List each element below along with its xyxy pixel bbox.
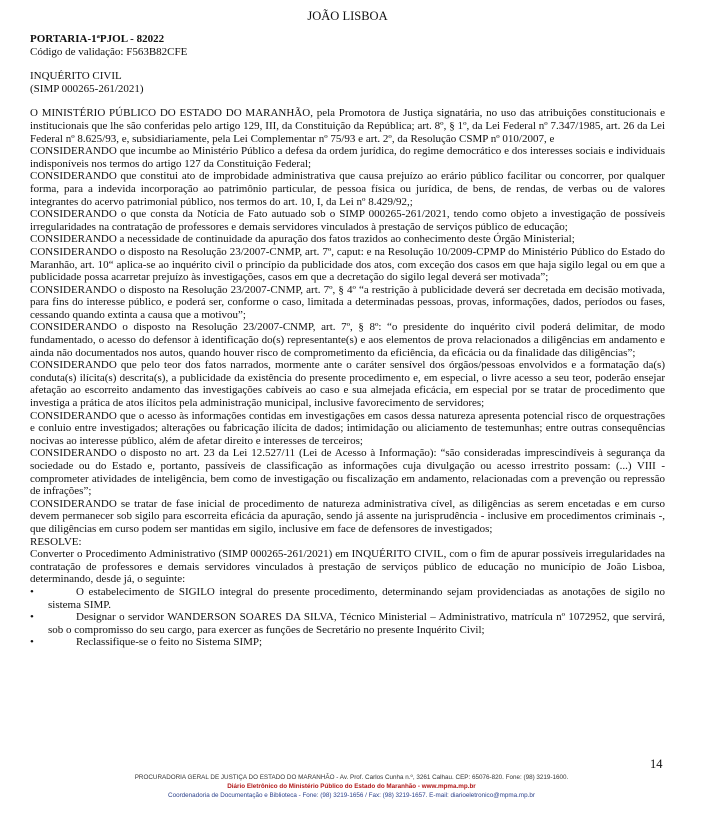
considerando-paragraph: CONSIDERANDO que incumbe ao Ministério Público a defesa da ordem jurídica, do regime democrático e dos interesses sociais e individuais indisponíveis nos termos do artigo 127 da Constituição Federal; <box>30 145 665 170</box>
list-item <box>30 586 665 611</box>
footer-address: PROCURADORIA GERAL DE JUSTIÇA DO ESTADO DO MARANHÃO - Av. Prof. Carlos Cunha n.º, 3261 Calhau. CEP: 65076-820. Fone: (98) 3219-1600. <box>134 774 569 781</box>
list-item <box>30 636 665 649</box>
bullet-marker: • <box>30 585 34 598</box>
considerando-paragraph: CONSIDERANDO o disposto no art. 23 da Lei 12.527/11 (Lei de Acesso à Informação): “são consideradas imprescindíveis à segurança da sociedade ou do Estado e, portanto, passíveis de classificação as informações cuja divulgação ou acesso irrestrito possam: (...) VIII - comprometer atividades de inteligência, bem como de investigação ou fiscalização em andamento, relacionadas com a prevenção ou repressão de infrações”; <box>30 447 665 498</box>
validation-code: Código de validação: F563B82CFE <box>30 45 188 58</box>
considerando-paragraph: CONSIDERANDO a necessidade de continuidade da apuração dos fatos trazidos ao conhecimento deste Órgão Ministerial; <box>30 233 575 246</box>
resolve-heading: RESOLVE: <box>30 535 82 548</box>
document-page <box>30 0 665 649</box>
bullet-marker: • <box>30 611 34 624</box>
list-item-text: Designar o servidor WANDERSON SOARES DA SILVA, Técnico Ministerial – Administrativo, matrícula nº 1072952, que servirá, sob o compromisso do seu cargo, para exercer as funções de Secretário no presente Inquérito Civil; <box>48 611 665 636</box>
list-item <box>30 611 665 636</box>
bullet-marker: • <box>30 636 34 649</box>
footer-contact: Coordenadoria de Documentação e Biblioteca - Fone: (98) 3219-1656 / Fax: (98) 3219-1657. E-mail: diarioeletronico@mpma.mp.br <box>168 791 535 799</box>
considerando-paragraph: CONSIDERANDO o disposto na Resolução 23/2007-CNMP, art. 7º, caput: e na Resolução 10/2009-CPMP do Ministério Público do Estado do Maranhão, art. 10“ aplica-se ao inquérito civil o princípio da publicidade dos atos, com exceção dos casos em que haja sigilo legal ou em que a publicidade possa acarretar prejuízo às investigações, casos em que a decretação do sigilo legal deverá ser motivada”; <box>30 245 665 284</box>
considerando-paragraph: CONSIDERANDO que pelo teor dos fatos narrados, mormente ante o caráter sensível dos órgãos/pessoas envolvidos e a formatação da(s) conduta(s) ilícita(s) descrita(s), a publicidade da existência do presente procedimento e, em especial, o livre acesso a seu teor, poderão ensejar afetação ao escorreito andamento das investigações cabíveis ao caso e sua almejada eficácia, em especial por se tratar de procedimento que investiga a prática de atos ilícitos pela administração municipal, inclusive favorecimento de servidores; <box>30 359 665 410</box>
resolution-paragraph: Converter o Procedimento Administrativo (SIMP 000265-261/2021) em INQUÉRITO CIVIL, com o fim de apurar possíveis irregularidades na contratação de professores e demais servidores vinculados à prestação de serviços público de educação no município de João Lisboa, determinando, desde já, o seguinte: <box>30 548 665 586</box>
simp-number: (SIMP 000265-261/2021) <box>30 82 144 95</box>
page-footer <box>0 774 703 800</box>
considerando-paragraph: CONSIDERANDO o disposto na Resolução 23/2007-CNMP, art. 7º, § 8º: “o presidente do inquérito civil poderá delimitar, de modo fundamentado, o acesso do defensor à identificação do(s) representante(s) e aos elementos de prova relacionados a diligências em andamento e ainda não documentados nos autos, quando houver risco de comprometimento da eficiência, da eficácia ou da finalidade das diligências”; <box>30 321 665 359</box>
considerando-paragraph: CONSIDERANDO que constitui ato de improbidade administrativa que causa prejuízo ao erário público facilitar ou concorrer, por qualquer forma, para a indevida incorporação ao patrimônio particular, de pessoa física ou jurídica, de bens, de rendas, de verbas ou de valores integrantes do acervo patrimonial público, nos termos do art. 10, I, da Lei nº 8.429/92,; <box>30 170 665 208</box>
considerando-paragraph: CONSIDERANDO o que consta da Notícia de Fato autuado sob o SIMP 000265-261/2021, tendo como objeto a investigação de possíveis irregularidades na contratação de professores e demais servidores vinculados à prestação de serviços público de educação; <box>30 208 665 233</box>
spacer <box>30 58 665 70</box>
page-number: 14 <box>650 757 663 771</box>
portaria-title: PORTARIA-1ªPJOL - 82022 <box>30 33 165 45</box>
header-city: JOÃO LISBOA <box>307 9 388 23</box>
list-item-text: Reclassifique-se o feito no Sistema SIMP; <box>76 636 263 649</box>
preamble-paragraph: O MINISTÉRIO PÚBLICO DO ESTADO DO MARANHÃO, pela Promotora de Justiça signatária, no uso das atribuições constitucionais e institucionais que lhe são conferidas pelo artigo 129, III, da Constituição da República; art. 8º, § 1º, da Lei Federal nº 7.347/1985, art. 26 da Lei Federal nº 8.625/93, e, subsidiariamente, pela Lei Complementar nº 75/93 e art. 2º, da Resolução CSMP nº 010/2007, e <box>30 107 665 145</box>
list-item-text: O estabelecimento de SIGILO integral do presente procedimento, determinando sejam providenciadas as anotações de sigilo no sistema SIMP. <box>48 585 665 611</box>
spacer <box>30 95 665 107</box>
considerando-paragraph: CONSIDERANDO que o acesso às informações contidas em investigações em casos dessa natureza apresenta potencial risco de orquestrações e conluio entre investigados; alterações ou fabricação ilícita de dados; intimidação ou aliciamento de testemunhas; entre outras consequências nocivas ao interesse público, além de afetar direito e interesses de terceiros; <box>30 409 665 447</box>
procedure-kind: INQUÉRITO CIVIL <box>30 70 122 83</box>
considerando-paragraph: CONSIDERANDO o disposto na Resolução 23/2007-CNMP, art. 7º, § 4º “a restrição à publicidade deverá ser decretada em decisão motivada, para fins do interesse público, e poderá ser, conforme o caso, limitada a determinadas pessoas, provas, informações, dados, períodos ou fases, cessando quando extinta a causa que a motivou”; <box>30 283 665 321</box>
considerando-paragraph: CONSIDERANDO se tratar de fase inicial de procedimento de natureza administrativa cível, as diligências as serem encetadas e em curso devem permanecer sob sigilo para escorreita eficácia da apuração, sendo já assente na jurisprudência - inclusive em procedimentos criminais -, que diligências em curso podem ser mantidas em sigilo, inclusive em face de defensores de investigados; <box>30 497 665 535</box>
footer-journal-link[interactable]: Diário Eletrônico do Ministério Público do Estado do Maranhão - www.mpma.mp.br <box>227 782 476 790</box>
